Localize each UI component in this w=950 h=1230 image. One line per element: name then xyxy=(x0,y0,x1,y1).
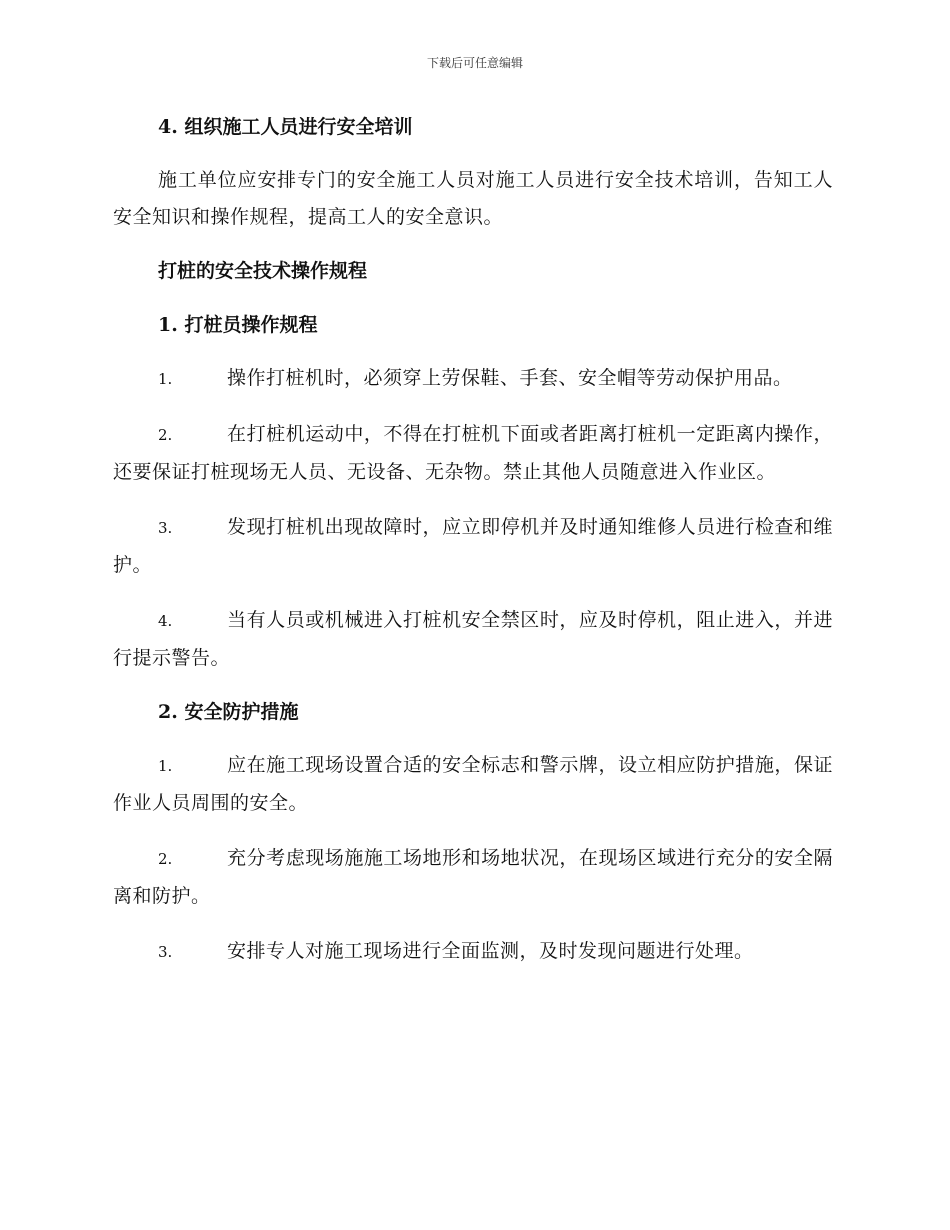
list-item-text: 发现打桩机出现故障时，应立即停机并及时通知维修人员进行检查和维护。 xyxy=(113,516,833,576)
list-item xyxy=(113,933,833,971)
list-item-text: 安排专人对施工现场进行全面监测，及时发现问题进行处理。 xyxy=(227,940,754,962)
list-item-text: 操作打桩机时，必须穿上劳保鞋、手套、安全帽等劳动保护用品。 xyxy=(227,367,793,389)
document-body xyxy=(113,108,833,971)
list-item-number: 2. xyxy=(158,426,173,444)
list-item-number: 4. xyxy=(158,612,173,630)
list-item xyxy=(113,509,833,584)
list-item xyxy=(113,416,833,491)
section-4-paragraph: 施工单位应安排专门的安全施工人员对施工人员进行安全技术培训，告知工人安全知识和操作规程，提高工人的安全意识。 xyxy=(113,169,833,228)
list-item-number: 3. xyxy=(158,519,173,537)
list-item-number: 2. xyxy=(158,850,173,868)
section-4-title: 4. 组织施工人员进行安全培训 xyxy=(158,116,413,138)
list-item-text: 应在施工现场设置合适的安全标志和警示牌，设立相应防护措施，保证作业人员周围的安全。 xyxy=(113,754,833,814)
list-item-text: 充分考虑现场施施工场地形和场地状况，在现场区域进行充分的安全隔离和防护。 xyxy=(113,847,833,907)
list-item xyxy=(113,747,833,822)
page-header: 下载后可任意编辑 xyxy=(426,56,523,70)
list-item-number: 1. xyxy=(158,370,173,388)
list-item-number: 3. xyxy=(158,943,173,961)
subsection-1-title: 1. 打桩员操作规程 xyxy=(158,314,318,336)
main-title: 打桩的安全技术操作规程 xyxy=(158,260,368,282)
list-item xyxy=(113,602,833,677)
list-item-text: 在打桩机运动中，不得在打桩机下面或者距离打桩机一定距离内操作，还要保证打桩现场无人员、无设备、无杂物。禁止其他人员随意进入作业区。 xyxy=(113,423,833,483)
list-item xyxy=(113,360,833,398)
subsection-2-title: 2. 安全防护措施 xyxy=(158,701,299,723)
list-item-text: 当有人员或机械进入打桩机安全禁区时，应及时停机，阻止进入，并进行提示警告。 xyxy=(113,609,833,669)
list-item-number: 1. xyxy=(158,757,173,775)
list-item xyxy=(113,840,833,915)
